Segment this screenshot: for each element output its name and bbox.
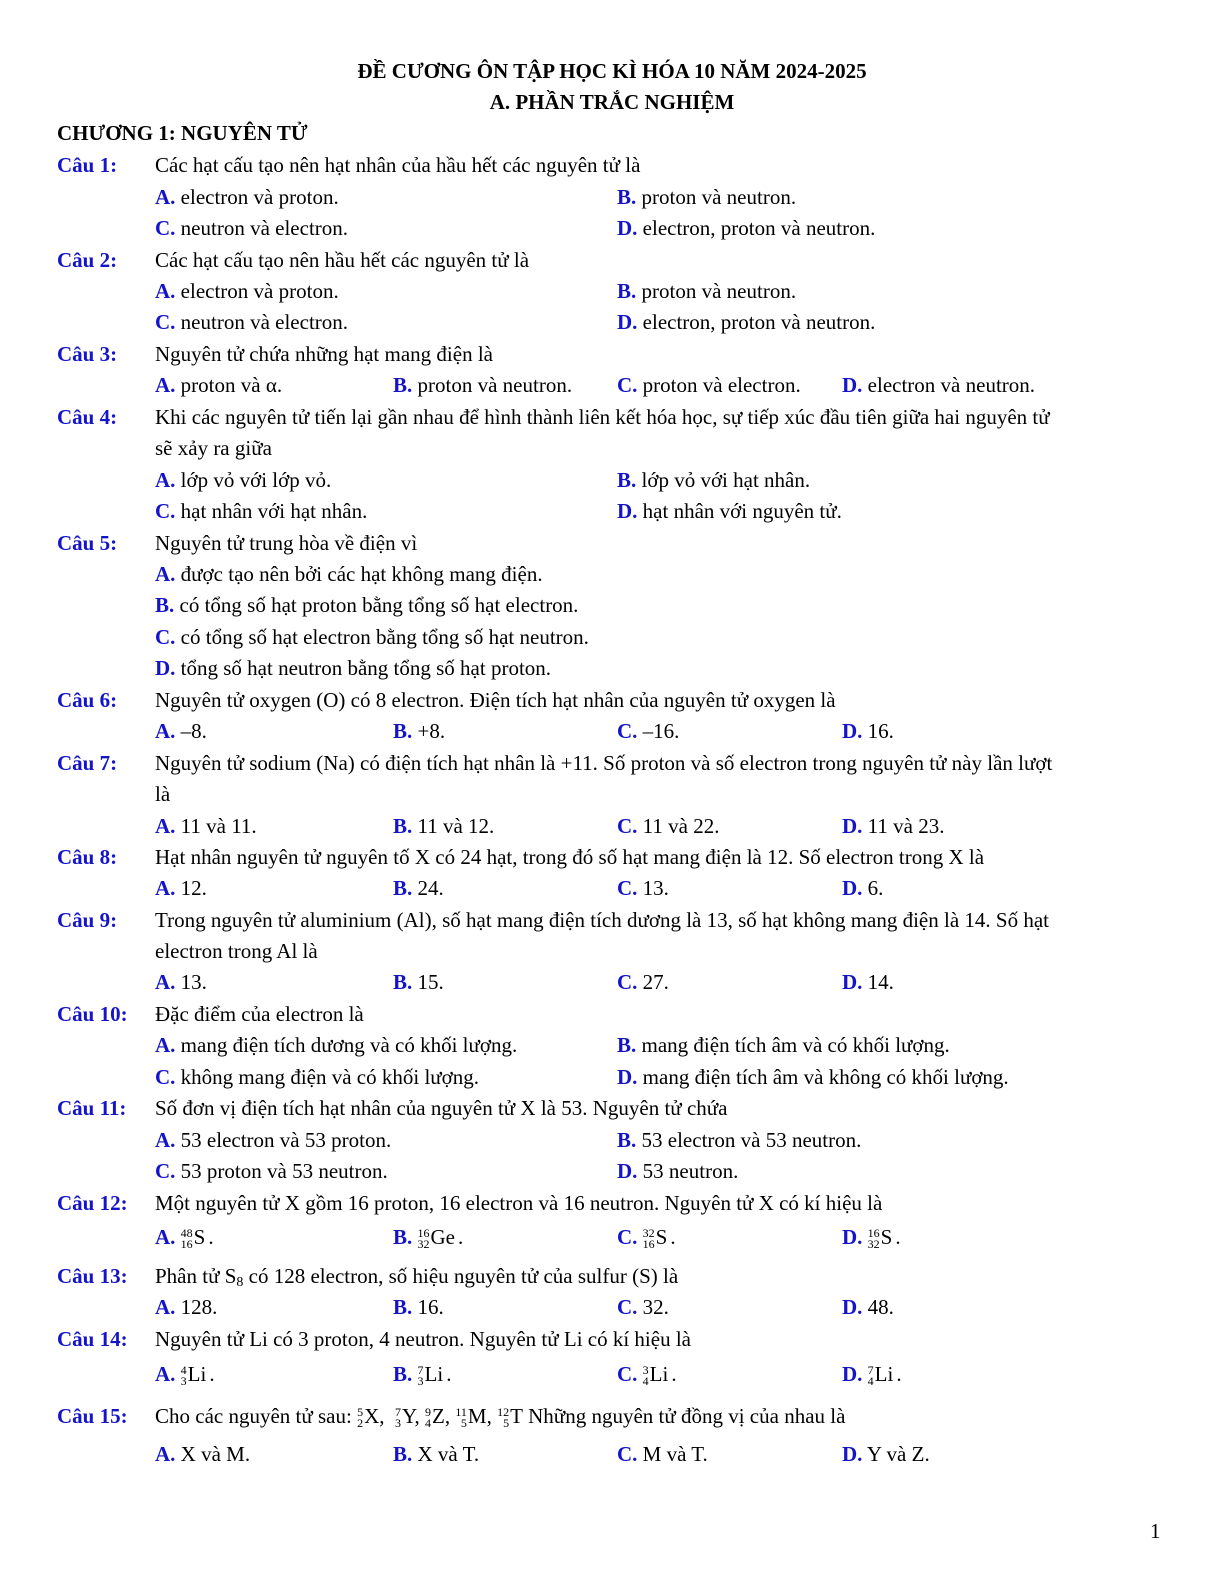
option-d	[617, 498, 842, 524]
option-letter: B.	[393, 719, 413, 743]
isotope-symbol	[455, 1403, 492, 1429]
option-b	[617, 467, 810, 493]
option-a	[155, 372, 282, 398]
isotope-symbol	[643, 1361, 677, 1387]
mass-number: 48	[180, 1226, 193, 1241]
option-text: hạt nhân với hạt nhân.	[180, 499, 368, 523]
question-label: Câu 2:	[57, 248, 118, 272]
option-text: 15.	[417, 970, 444, 994]
period: .	[671, 1362, 677, 1386]
option-text: 6.	[867, 876, 884, 900]
option-a	[155, 467, 331, 493]
option-d	[617, 215, 875, 241]
option-text: 48.	[867, 1295, 894, 1319]
option-text: mang điện tích âm và không có khối lượng.	[642, 1065, 1009, 1089]
option-text: electron và proton.	[180, 279, 339, 303]
option-text: 13.	[642, 876, 669, 900]
option-d	[842, 372, 1035, 398]
option-c	[155, 1064, 479, 1090]
option-letter: A.	[155, 1295, 176, 1319]
option-letter: D.	[842, 1295, 863, 1319]
option-letter: C.	[155, 1159, 176, 1183]
option-text: 16.	[417, 1295, 444, 1319]
option-letter: B.	[617, 1128, 637, 1152]
atomic-number: 3	[180, 1374, 187, 1389]
option-text: –16.	[642, 719, 680, 743]
option-letter: C.	[617, 1225, 638, 1249]
question-label: Câu 5:	[57, 531, 118, 555]
element-symbol: S	[193, 1225, 206, 1249]
option-letter: D.	[842, 1362, 863, 1386]
mass-number: 12	[497, 1405, 510, 1420]
period: .	[670, 1225, 676, 1249]
mass-number: 16	[417, 1226, 430, 1241]
option-letter: C.	[617, 719, 638, 743]
option-d	[617, 1158, 738, 1184]
option-letter: C.	[155, 1065, 176, 1089]
option-b	[393, 372, 572, 398]
question-text: Hạt nhân nguyên tử nguyên tố X có 24 hạt, trong đó số hạt mang điện là 12. Số electron trong X là	[155, 845, 985, 869]
atomic-number: 32	[867, 1237, 880, 1252]
option-a	[155, 813, 257, 839]
option-letter: C.	[617, 1295, 638, 1319]
question-text	[155, 1403, 845, 1429]
option-letter: B.	[393, 876, 413, 900]
question-text-part: Cho các nguyên tử sau:	[155, 1404, 358, 1428]
option-letter: A.	[155, 562, 176, 586]
option-d	[617, 1064, 1009, 1090]
option-a	[155, 184, 339, 210]
document-title: ĐỀ CƯƠNG ÔN TẬP HỌC KÌ HÓA 10 NĂM 2024-2025	[357, 59, 867, 83]
period: .	[895, 1225, 901, 1249]
atomic-number: 5	[460, 1416, 467, 1431]
option-letter: B.	[617, 468, 637, 492]
option-letter: A.	[155, 814, 176, 838]
period: .	[209, 1362, 215, 1386]
option-letter: C.	[155, 625, 176, 649]
option-c	[617, 1361, 677, 1387]
option-text: 128.	[180, 1295, 218, 1319]
option-letter: C.	[155, 216, 176, 240]
question-text: Trong nguyên tử aluminium (Al), số hạt mang điện tích dương là 13, số hạt không mang điện là 14. Số hạt	[155, 908, 1049, 932]
option-text: +8.	[417, 719, 446, 743]
option-letter: D.	[617, 216, 638, 240]
isotope-symbol	[395, 1403, 420, 1429]
option-text: 11 và 23.	[867, 814, 945, 838]
option-text: 16.	[867, 719, 894, 743]
option-letter: D.	[842, 876, 863, 900]
option-text: 53 proton và 53 neutron.	[180, 1159, 388, 1183]
option-a	[155, 1224, 214, 1250]
option-letter: C.	[617, 814, 638, 838]
question-text: Nguyên tử trung hòa về điện vì	[155, 531, 418, 555]
option-d	[842, 718, 894, 744]
mass-number: 7	[417, 1363, 424, 1378]
question-label: Câu 13:	[57, 1264, 128, 1288]
question-label: Câu 3:	[57, 342, 118, 366]
option-letter: B.	[617, 1033, 637, 1057]
option-b	[393, 969, 444, 995]
option-a	[155, 1361, 215, 1387]
atomic-number: 5	[503, 1416, 510, 1431]
question-label: Câu 7:	[57, 751, 118, 775]
question-text: Nguyên tử Li có 3 proton, 4 neutron. Nguyên tử Li có kí hiệu là	[155, 1327, 691, 1351]
option-text: có tổng số hạt electron bằng tổng số hạt neutron.	[180, 625, 589, 649]
option-text: neutron và electron.	[180, 310, 349, 334]
isotope-symbol	[418, 1224, 464, 1250]
option-letter: A.	[155, 1225, 176, 1249]
question-label: Câu 9:	[57, 908, 118, 932]
option-text: 27.	[642, 970, 669, 994]
mass-number: 3	[642, 1363, 649, 1378]
element-symbol: Ge	[430, 1225, 456, 1249]
option-b	[393, 1361, 451, 1387]
option-letter: D.	[617, 1159, 638, 1183]
element-symbol: M	[467, 1404, 487, 1428]
option-letter: A.	[155, 1442, 176, 1466]
option-d	[155, 655, 551, 681]
option-b	[155, 592, 578, 618]
option-text: 24.	[417, 876, 444, 900]
option-text: tổng số hạt neutron bằng tổng số hạt proton.	[180, 656, 552, 680]
option-d	[617, 309, 875, 335]
option-letter: D.	[617, 1065, 638, 1089]
option-text: 11 và 12.	[417, 814, 495, 838]
question-label: Câu 12:	[57, 1191, 128, 1215]
option-letter: B.	[393, 373, 413, 397]
question-label: Câu 6:	[57, 688, 118, 712]
element-symbol: T	[510, 1404, 523, 1428]
mass-number: 16	[867, 1226, 880, 1241]
separator: ,	[486, 1404, 492, 1428]
option-d	[842, 813, 944, 839]
option-b	[393, 1441, 479, 1467]
option-letter: D.	[617, 499, 638, 523]
option-text: X và M.	[180, 1442, 251, 1466]
isotope-symbol	[643, 1224, 676, 1250]
option-text: 53 electron và 53 neutron.	[641, 1128, 862, 1152]
isotope-symbol	[418, 1361, 452, 1387]
option-letter: B.	[393, 1295, 413, 1319]
option-letter: D.	[842, 814, 863, 838]
option-letter: D.	[617, 310, 638, 334]
mass-number: 7	[867, 1363, 874, 1378]
option-letter: D.	[842, 373, 863, 397]
question-label: Câu 1:	[57, 153, 118, 177]
question-text-part: có 128 electron, số hiệu nguyên tử của sulfur (S) là	[243, 1264, 679, 1288]
option-d	[842, 1224, 901, 1250]
isotope-symbol	[181, 1224, 214, 1250]
option-b	[393, 875, 444, 901]
option-letter: A.	[155, 719, 176, 743]
question-text-continued: là	[155, 782, 171, 806]
isotope-symbol	[425, 1403, 450, 1429]
question-text: Đặc điểm của electron là	[155, 1002, 364, 1026]
element-symbol: Y	[402, 1404, 415, 1428]
option-text: mang điện tích dương và có khối lượng.	[180, 1033, 518, 1057]
option-text: electron, proton và neutron.	[642, 310, 876, 334]
option-b	[393, 718, 445, 744]
isotope-symbol	[497, 1403, 523, 1429]
question-text: Nguyên tử chứa những hạt mang điện là	[155, 342, 493, 366]
option-text: proton và neutron.	[417, 373, 573, 397]
option-b	[393, 813, 494, 839]
option-c	[617, 875, 669, 901]
element-symbol: Li	[424, 1362, 444, 1386]
option-letter: C.	[155, 310, 176, 334]
option-letter: C.	[617, 1362, 638, 1386]
option-letter: B.	[617, 185, 637, 209]
isotope-symbol	[181, 1361, 215, 1387]
option-letter: B.	[393, 1225, 413, 1249]
option-a	[155, 875, 207, 901]
option-c	[155, 624, 589, 650]
separator: ,	[444, 1404, 451, 1428]
option-text: 11 và 22.	[642, 814, 720, 838]
option-letter: D.	[155, 656, 176, 680]
option-letter: B.	[155, 593, 175, 617]
option-letter: B.	[617, 279, 637, 303]
option-d	[842, 1441, 930, 1467]
option-text: proton và α.	[180, 373, 283, 397]
period: .	[896, 1362, 902, 1386]
option-b	[393, 1224, 463, 1250]
question-text-part: Phân tử S	[155, 1264, 237, 1288]
option-a	[155, 1032, 517, 1058]
mass-number: 11	[455, 1405, 467, 1420]
option-text: mang điện tích âm và có khối lượng.	[641, 1033, 950, 1057]
mass-number: 32	[642, 1226, 655, 1241]
question-text: Nguyên tử oxygen (O) có 8 electron. Điện tích hạt nhân của nguyên tử oxygen là	[155, 688, 836, 712]
option-c	[617, 1441, 708, 1467]
option-letter: A.	[155, 279, 176, 303]
option-text: được tạo nên bởi các hạt không mang điện.	[180, 562, 543, 586]
question-label: Câu 10:	[57, 1002, 128, 1026]
option-letter: B.	[393, 970, 413, 994]
element-symbol: X	[364, 1404, 380, 1428]
chapter-heading: CHƯƠNG 1: NGUYÊN TỬ	[57, 121, 308, 145]
isotope-symbol	[357, 1403, 384, 1429]
option-letter: C.	[617, 1442, 638, 1466]
question-label: Câu 14:	[57, 1327, 128, 1351]
option-a	[155, 561, 543, 587]
question-text-continued: electron trong Al là	[155, 939, 318, 963]
option-c	[617, 969, 669, 995]
option-text: Y và Z.	[866, 1442, 930, 1466]
option-letter: B.	[393, 814, 413, 838]
separator: ,	[414, 1404, 420, 1428]
element-symbol: Z	[431, 1404, 445, 1428]
option-letter: C.	[155, 499, 176, 523]
option-d	[842, 875, 883, 901]
option-letter: A.	[155, 1033, 176, 1057]
option-letter: D.	[842, 719, 863, 743]
option-letter: C.	[617, 876, 638, 900]
element-symbol: S	[655, 1225, 668, 1249]
question-text: Các hạt cấu tạo nên hầu hết các nguyên tử là	[155, 248, 530, 272]
question-text: Một nguyên tử X gồm 16 proton, 16 electron và 16 neutron. Nguyên tử X có kí hiệu là	[155, 1191, 883, 1215]
option-c	[617, 1224, 676, 1250]
option-letter: B.	[393, 1442, 413, 1466]
question-label: Câu 15:	[57, 1404, 128, 1428]
period: .	[208, 1225, 214, 1249]
question-text: Số đơn vị điện tích hạt nhân của nguyên tử X là 53. Nguyên tử chứa	[155, 1096, 728, 1120]
option-letter: B.	[393, 1362, 413, 1386]
option-b	[393, 1294, 444, 1320]
option-c	[617, 372, 801, 398]
element-symbol: S	[880, 1225, 893, 1249]
option-text: neutron và electron.	[180, 216, 349, 240]
atomic-number: 2	[357, 1416, 364, 1431]
option-text: 11 và 11.	[180, 814, 257, 838]
option-b	[617, 1032, 950, 1058]
option-text: proton và neutron.	[641, 279, 797, 303]
option-text: electron và neutron.	[867, 373, 1036, 397]
question-text: Khi các nguyên tử tiến lại gần nhau để hình thành liên kết hóa học, sự tiếp xúc đầu tiên giữa hai nguyên tử	[155, 405, 1050, 429]
question-text: Các hạt cấu tạo nên hạt nhân của hầu hết các nguyên tử là	[155, 153, 641, 177]
mass-number: 7	[395, 1405, 402, 1420]
question-label: Câu 11:	[57, 1096, 127, 1120]
atomic-number: 4	[642, 1374, 649, 1389]
option-text: lớp vỏ với hạt nhân.	[641, 468, 811, 492]
element-symbol: Li	[187, 1362, 207, 1386]
element-symbol: Li	[874, 1362, 894, 1386]
option-a	[155, 718, 207, 744]
atomic-number: 16	[642, 1237, 655, 1252]
option-a	[155, 1294, 217, 1320]
option-text: hạt nhân với nguyên tử.	[642, 499, 842, 523]
option-text: proton và electron.	[642, 373, 801, 397]
atomic-number: 3	[395, 1416, 402, 1431]
option-d	[842, 1294, 894, 1320]
atomic-number: 4	[867, 1374, 874, 1389]
question-text: Nguyên tử sodium (Na) có điện tích hạt nhân là +11. Số proton và số electron trong nguyên tử này lần lượt	[155, 751, 1053, 775]
option-text: X và T.	[417, 1442, 480, 1466]
option-letter: D.	[842, 1225, 863, 1249]
option-text: 32.	[642, 1295, 669, 1319]
option-letter: C.	[617, 970, 638, 994]
option-letter: A.	[155, 185, 176, 209]
question-text	[155, 1263, 678, 1289]
atomic-number: 32	[417, 1237, 430, 1252]
period: .	[458, 1225, 464, 1249]
option-c	[155, 1158, 388, 1184]
option-c	[155, 309, 348, 335]
option-text: có tổng số hạt proton bằng tổng số hạt electron.	[179, 593, 579, 617]
option-text: 53 electron và 53 proton.	[180, 1128, 392, 1152]
mass-number: 9	[424, 1405, 431, 1420]
page-number: 1	[1150, 1519, 1161, 1543]
option-a	[155, 1127, 391, 1153]
separator: ,	[379, 1404, 385, 1428]
question-text-continued: sẽ xảy ra giữa	[155, 436, 272, 460]
isotope-symbol	[868, 1361, 902, 1387]
option-text: electron, proton và neutron.	[642, 216, 876, 240]
option-text: electron và proton.	[180, 185, 339, 209]
option-c	[617, 813, 719, 839]
option-letter: D.	[842, 1442, 863, 1466]
option-text: 12.	[180, 876, 207, 900]
option-letter: A.	[155, 373, 176, 397]
option-text: 13.	[180, 970, 207, 994]
option-letter: A.	[155, 1128, 176, 1152]
option-text: M và T.	[642, 1442, 708, 1466]
option-letter: A.	[155, 1362, 176, 1386]
option-letter: A.	[155, 876, 176, 900]
mass-number: 4	[180, 1363, 187, 1378]
option-c	[617, 1294, 669, 1320]
option-d	[842, 969, 894, 995]
option-a	[155, 278, 339, 304]
subscript: 8	[236, 1275, 244, 1290]
period: .	[446, 1362, 452, 1386]
option-c	[155, 215, 348, 241]
option-letter: A.	[155, 970, 176, 994]
option-a	[155, 969, 207, 995]
option-a	[155, 1441, 250, 1467]
option-letter: A.	[155, 468, 176, 492]
option-b	[617, 1127, 861, 1153]
option-b	[617, 278, 796, 304]
element-symbol: Li	[649, 1362, 669, 1386]
option-text: không mang điện và có khối lượng.	[180, 1065, 480, 1089]
atomic-number: 16	[180, 1237, 193, 1252]
atomic-number: 3	[417, 1374, 424, 1389]
option-text: 14.	[867, 970, 894, 994]
question-label: Câu 8:	[57, 845, 118, 869]
option-text: proton và neutron.	[641, 185, 797, 209]
mass-number: 5	[357, 1405, 364, 1420]
option-c	[617, 718, 679, 744]
option-letter: C.	[617, 373, 638, 397]
option-text: –8.	[180, 719, 207, 743]
option-b	[617, 184, 796, 210]
option-text: 53 neutron.	[642, 1159, 739, 1183]
option-text: lớp vỏ với lớp vỏ.	[180, 468, 332, 492]
option-c	[155, 498, 367, 524]
option-letter: D.	[842, 970, 863, 994]
question-label: Câu 4:	[57, 405, 118, 429]
option-d	[842, 1361, 902, 1387]
isotope-symbol	[868, 1224, 901, 1250]
question-text-part: Những nguyên tử đồng vị của nhau là	[522, 1404, 846, 1428]
atomic-number: 4	[424, 1416, 431, 1431]
section-title: A. PHẦN TRẮC NGHIỆM	[489, 90, 735, 114]
